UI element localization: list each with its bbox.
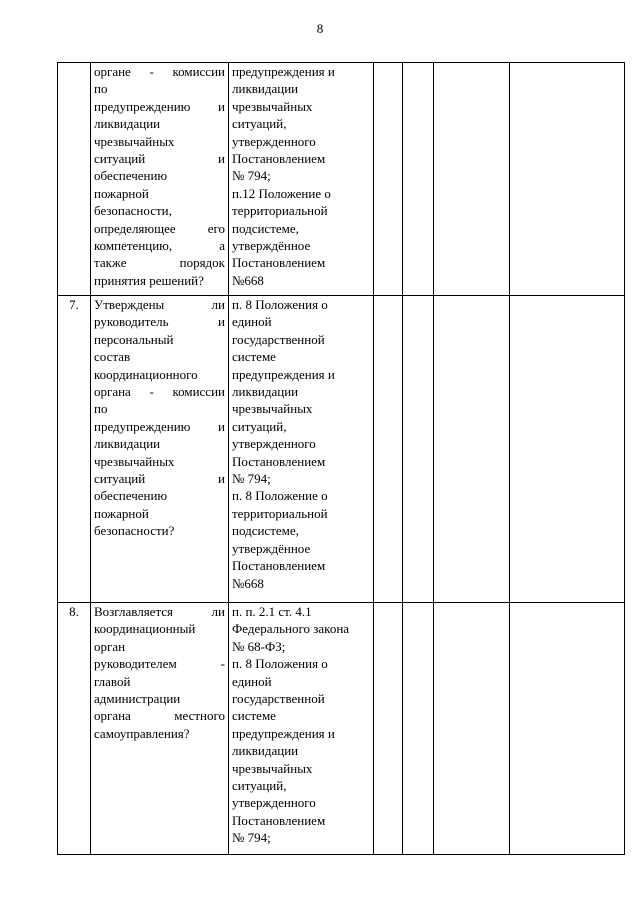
reference-line: чрезвычайных <box>232 760 313 776</box>
question-word: координационный <box>94 621 196 637</box>
question-line <box>94 220 225 237</box>
question-line <box>94 237 225 254</box>
note-cell[interactable] <box>510 296 625 603</box>
reference-line: утвержденного <box>232 795 316 811</box>
reference-line: подсистеме, <box>232 220 299 236</box>
page-number: 8 <box>316 21 324 36</box>
reference-line: государственной <box>232 331 325 347</box>
reference-line: № 794; <box>232 168 271 184</box>
question-line <box>94 98 225 115</box>
reference-line: № 68-ФЗ; <box>232 638 286 654</box>
row-number: 8. <box>58 603 91 855</box>
question-word: координационного <box>94 366 198 382</box>
answer-yes-cell[interactable] <box>374 296 403 603</box>
question-word: обеспечению <box>94 168 168 184</box>
question-word: также <box>94 255 127 271</box>
question-word: персональный <box>94 331 174 347</box>
question-word: главой <box>94 673 131 689</box>
question-word: чрезвычайных <box>94 133 175 149</box>
question-line <box>94 522 225 539</box>
question-word: органа <box>94 708 131 724</box>
question-line <box>94 133 225 150</box>
answer-no-cell[interactable] <box>403 603 434 855</box>
question-word: пожарной <box>94 505 149 521</box>
row-number <box>58 63 91 296</box>
question-word: чрезвычайных <box>94 453 175 469</box>
checklist-table <box>57 62 625 855</box>
question-word: ситуаций <box>94 471 146 487</box>
question-word: принятия решений? <box>94 272 204 288</box>
reference-line: предупреждения и <box>232 725 335 741</box>
question-word: порядок <box>179 255 225 271</box>
reference-line: Постановлением <box>232 812 326 828</box>
question-word: - <box>220 656 225 672</box>
not-applicable-cell[interactable] <box>434 296 510 603</box>
answer-yes-cell[interactable] <box>374 63 403 296</box>
reference-line: Постановлением <box>232 453 326 469</box>
question-word: безопасности? <box>94 523 175 539</box>
reference-line: Постановлением <box>232 558 326 574</box>
question-cell <box>91 296 229 603</box>
reference-line: подсистеме, <box>232 523 299 539</box>
question-word: по <box>94 81 108 97</box>
question-word: а <box>219 238 225 254</box>
question-word: предупреждению <box>94 418 191 434</box>
question-line <box>94 435 225 452</box>
reference-line: № 794; <box>232 471 271 487</box>
reference-line: предупреждения и <box>232 64 335 79</box>
question-word: по <box>94 401 108 417</box>
answer-no-cell[interactable] <box>403 296 434 603</box>
question-word: - <box>149 384 154 400</box>
question-line <box>94 80 225 97</box>
reference-line: п. 8 Положения о <box>232 656 328 672</box>
question-word: Возглавляется <box>94 604 174 619</box>
question-line <box>94 254 225 271</box>
question-line <box>94 690 225 707</box>
question-word: обеспечению <box>94 488 168 504</box>
row-number: 7. <box>58 296 91 603</box>
question-word: администрации <box>94 691 181 707</box>
question-word: безопасности, <box>94 203 172 219</box>
question-word: и <box>218 314 225 330</box>
reference-line: ликвидации <box>232 81 299 97</box>
table-row <box>58 296 625 603</box>
reference-line: Постановлением <box>232 255 326 271</box>
question-line <box>94 348 225 365</box>
question-line <box>94 167 225 184</box>
question-word: орган <box>94 638 126 654</box>
question-word: самоуправления? <box>94 725 190 741</box>
question-line <box>94 366 225 383</box>
reference-line: ситуаций, <box>232 116 287 132</box>
reference-line: №668 <box>232 272 264 288</box>
question-word: комиссии <box>172 64 225 79</box>
reference-line: утвержденного <box>232 133 316 149</box>
reference-line: единой <box>232 673 272 689</box>
reference-line: п. 8 Положения о <box>232 297 328 312</box>
question-line <box>94 296 225 313</box>
question-line <box>94 603 225 620</box>
question-word: и <box>218 151 225 167</box>
table-row <box>58 603 625 855</box>
question-line <box>94 272 225 289</box>
question-word: ли <box>211 297 225 312</box>
table-row <box>58 63 625 296</box>
question-line <box>94 383 225 400</box>
question-word: ликвидации <box>94 436 161 452</box>
question-word: руководителем <box>94 656 177 672</box>
question-word: его <box>207 220 225 236</box>
question-word: ситуаций <box>94 151 146 167</box>
reference-line: территориальной <box>232 505 328 521</box>
question-line <box>94 202 225 219</box>
question-word: пожарной <box>94 185 149 201</box>
question-line <box>94 505 225 522</box>
reference-line: №668 <box>232 575 264 591</box>
question-line <box>94 331 225 348</box>
reference-line: системе <box>232 349 276 365</box>
reference-line: утверждённое <box>232 238 311 254</box>
question-word: состав <box>94 349 131 365</box>
reference-line: Федерального закона <box>232 621 350 637</box>
reference-line: единой <box>232 314 272 330</box>
reference-line: предупреждения и <box>232 366 335 382</box>
question-word: органа <box>94 384 131 400</box>
question-line <box>94 470 225 487</box>
question-word: компетенцию, <box>94 238 173 254</box>
question-word: местного <box>174 708 225 724</box>
reference-line: ситуаций, <box>232 778 287 794</box>
reference-line: чрезвычайных <box>232 401 313 417</box>
reference-cell <box>229 63 374 296</box>
question-cell <box>91 63 229 296</box>
question-word: Утверждены <box>94 297 165 312</box>
reference-line: п. п. 2.1 ст. 4.1 <box>232 604 312 619</box>
reference-line: утвержденного <box>232 436 316 452</box>
question-line <box>94 115 225 132</box>
question-line <box>94 707 225 724</box>
reference-line: системе <box>232 708 276 724</box>
question-word: предупреждению <box>94 98 191 114</box>
reference-cell <box>229 603 374 855</box>
reference-line: утверждённое <box>232 540 311 556</box>
question-cell <box>91 603 229 855</box>
question-line <box>94 453 225 470</box>
question-word: руководитель <box>94 314 169 330</box>
question-line <box>94 400 225 417</box>
question-word: ликвидации <box>94 116 161 132</box>
question-line <box>94 620 225 637</box>
question-line <box>94 63 225 80</box>
note-cell[interactable] <box>510 603 625 855</box>
question-line <box>94 418 225 435</box>
question-word: ли <box>211 604 225 619</box>
not-applicable-cell[interactable] <box>434 63 510 296</box>
question-line <box>94 185 225 202</box>
question-line <box>94 725 225 742</box>
question-line <box>94 638 225 655</box>
reference-line: территориальной <box>232 203 328 219</box>
question-word: комиссии <box>172 384 225 400</box>
question-line <box>94 150 225 167</box>
question-word: и <box>218 98 225 114</box>
answer-no-cell[interactable] <box>403 63 434 296</box>
reference-line: чрезвычайных <box>232 98 313 114</box>
question-line <box>94 313 225 330</box>
question-word: - <box>149 64 154 79</box>
reference-line: п.12 Положение о <box>232 185 331 201</box>
reference-line: ситуаций, <box>232 418 287 434</box>
answer-yes-cell[interactable] <box>374 603 403 855</box>
reference-cell <box>229 296 374 603</box>
question-word: и <box>218 471 225 487</box>
not-applicable-cell[interactable] <box>434 603 510 855</box>
question-line <box>94 655 225 672</box>
reference-line: государственной <box>232 691 325 707</box>
reference-line: ликвидации <box>232 384 299 400</box>
question-word: определяющее <box>94 220 176 236</box>
question-word: органе <box>94 64 131 79</box>
reference-line: п. 8 Положение о <box>232 488 328 504</box>
reference-line: Постановлением <box>232 151 326 167</box>
question-line <box>94 487 225 504</box>
reference-line: № 794; <box>232 830 271 846</box>
reference-line: ликвидации <box>232 743 299 759</box>
question-word: и <box>218 418 225 434</box>
note-cell[interactable] <box>510 63 625 296</box>
question-line <box>94 673 225 690</box>
